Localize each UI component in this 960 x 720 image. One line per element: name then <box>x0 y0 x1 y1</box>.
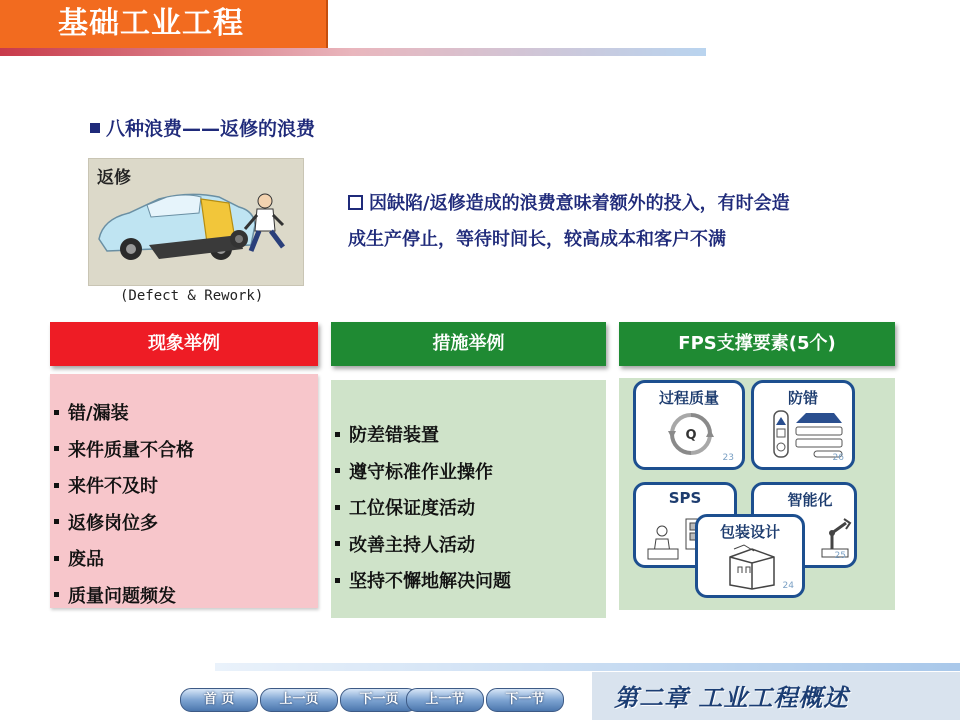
bullet-icon <box>54 519 59 524</box>
fps-panel <box>619 378 895 610</box>
slide-title: 基础工业工程 <box>0 0 328 48</box>
bullet-icon <box>335 578 340 583</box>
phenomena-panel <box>50 374 318 608</box>
bullet-icon <box>335 541 340 546</box>
description <box>348 186 858 258</box>
nav-home-button[interactable]: 首 页 <box>180 688 258 712</box>
measures-header: 措施举例 <box>331 322 606 366</box>
bullet-icon <box>54 446 59 451</box>
chapter-footer <box>592 672 960 720</box>
list-item: 质量问题频发 <box>54 577 194 614</box>
image-caption: (Defect & Rework) <box>120 288 264 304</box>
description-line-2: 成生产停止，等待时间长，较高成本和客户不满 <box>348 229 726 250</box>
nav-prev-page-button[interactable]: 上一页 <box>260 688 338 712</box>
fps-card-packaging: 包装设计 24 <box>695 514 805 598</box>
bullet-icon <box>54 483 59 488</box>
nav-next-page-button[interactable]: 下一页 <box>340 688 418 712</box>
list-item: 来件不及时 <box>54 467 194 504</box>
rework-illustration <box>88 158 304 286</box>
package-icon <box>724 543 780 591</box>
fps-card-process-quality: 过程质量 Q 23 <box>633 380 745 470</box>
list-item: 坚持不懈地解决问题 <box>335 562 511 599</box>
fps-card-sps: SPS <box>633 482 737 568</box>
nav-prev-section-button[interactable]: 上一节 <box>406 688 484 712</box>
square-bullet-icon <box>90 123 100 133</box>
description-line-1: 因缺陷/返修造成的浪费意味着额外的投入，有时会造 <box>369 193 790 214</box>
list-item: 改善主持人活动 <box>335 526 511 563</box>
bullet-icon <box>335 505 340 510</box>
measures-panel <box>331 380 606 618</box>
bullet-icon <box>335 432 340 437</box>
fps-header: FPS支撑要素(5个) <box>619 322 895 366</box>
svg-text:Q: Q <box>685 428 697 443</box>
bullet-icon <box>54 592 59 597</box>
section-heading <box>90 114 315 141</box>
nav-next-section-button[interactable]: 下一节 <box>486 688 564 712</box>
bullet-icon <box>335 468 340 473</box>
list-item: 错/漏装 <box>54 394 194 431</box>
cycle-q-icon <box>666 409 716 459</box>
phenomena-header: 现象举例 <box>50 322 318 366</box>
list-item: 返修岗位多 <box>54 504 194 541</box>
fps-card-intelligent: 智能化 25 <box>751 482 857 568</box>
list-item: 防差错装置 <box>335 416 511 453</box>
section-heading-text: 八种浪费——返修的浪费 <box>106 118 316 140</box>
title-divider <box>0 48 706 56</box>
fps-card-error-proofing: 防错 26 <box>751 380 855 470</box>
chapter-title: 第二章 工业工程概述 <box>614 683 849 712</box>
footer-divider <box>215 663 960 671</box>
checkbox-bullet-icon <box>348 195 363 210</box>
image-label: 返修 <box>97 168 131 188</box>
bullet-icon <box>54 556 59 561</box>
bullet-icon <box>54 410 59 415</box>
list-item: 工位保证度活动 <box>335 489 511 526</box>
list-item: 废品 <box>54 540 194 577</box>
list-item: 来件质量不合格 <box>54 431 194 468</box>
list-item: 遵守标准作业操作 <box>335 453 511 490</box>
